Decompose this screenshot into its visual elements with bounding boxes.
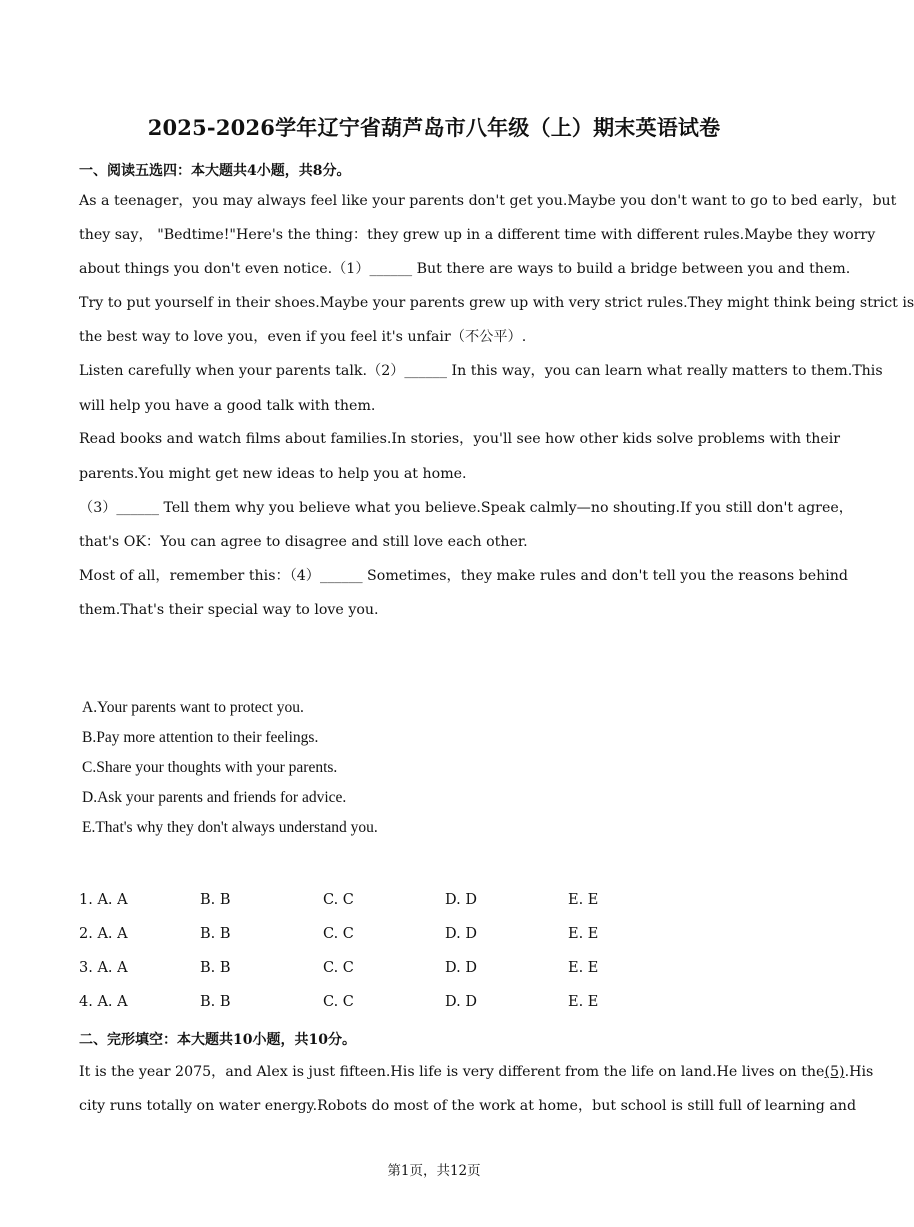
question-3-choice-e[interactable]: E. E bbox=[568, 960, 599, 976]
question-1-choice-b[interactable]: B. B bbox=[200, 892, 231, 908]
option-a: A.Your parents want to protect you. bbox=[82, 699, 304, 716]
passage-line: Listen carefully when your parents talk.（2）______ In this way，you can learn what really matters to them.This bbox=[79, 363, 883, 379]
passage-line: them.That's their special way to love you. bbox=[79, 602, 379, 618]
question-3-choice-a[interactable]: 3. A. A bbox=[79, 960, 128, 976]
page-title: 2025-2026学年辽宁省葫芦岛市八年级（上）期末英语试卷 bbox=[147, 115, 721, 140]
passage-line: city runs totally on water energy.Robots do most of the work at home，but school is still full of learning and bbox=[79, 1098, 857, 1114]
blank-5[interactable]: (5) bbox=[824, 1064, 845, 1080]
passage-line: will help you have a good talk with them. bbox=[79, 398, 376, 414]
passage-line: （3）______ Tell them why you believe what you believe.Speak calmly—no shouting.If you still don't agree， bbox=[79, 500, 853, 516]
question-4-choice-a[interactable]: 4. A. A bbox=[79, 994, 128, 1010]
question-4-choice-c[interactable]: C. C bbox=[323, 994, 354, 1010]
section-2-heading: 二、完形填空：本大题共10小题，共10分。 bbox=[79, 1032, 356, 1048]
passage-line: Most of all，remember this：（4）______ Sometimes，they make rules and don't tell you the reasons behind bbox=[79, 568, 848, 584]
question-3-choice-b[interactable]: B. B bbox=[200, 960, 231, 976]
passage-line: As a teenager，you may always feel like your parents don't get you.Maybe you don't want to go to bed early，but bbox=[79, 193, 897, 209]
page-footer: 第1页，共12页 bbox=[387, 1163, 481, 1179]
question-1-choice-e[interactable]: E. E bbox=[568, 892, 599, 908]
question-row-1 bbox=[79, 892, 779, 912]
question-2-choice-c[interactable]: C. C bbox=[323, 926, 354, 942]
question-1-choice-d[interactable]: D. D bbox=[445, 892, 477, 908]
passage-line: the best way to love you，even if you feel it's unfair（不公平）. bbox=[79, 329, 527, 345]
option-d: D.Ask your parents and friends for advice. bbox=[82, 789, 347, 806]
question-4-choice-e[interactable]: E. E bbox=[568, 994, 599, 1010]
question-4-choice-b[interactable]: B. B bbox=[200, 994, 231, 1010]
passage-line: they say， "Bedtime!"Here's the thing：they grew up in a different time with different rules.Maybe they worry bbox=[79, 227, 876, 243]
passage-line: about things you don't even notice.（1）______ But there are ways to build a bridge between you and them. bbox=[79, 261, 851, 277]
passage-line: parents.You might get new ideas to help you at home. bbox=[79, 466, 467, 482]
question-2-choice-a[interactable]: 2. A. A bbox=[79, 926, 128, 942]
passage-text: .His bbox=[844, 1064, 874, 1080]
question-1-choice-c[interactable]: C. C bbox=[323, 892, 354, 908]
passage-line: Read books and watch films about families.In stories，you'll see how other kids solve problems with their bbox=[79, 431, 841, 447]
question-row-4 bbox=[79, 994, 779, 1014]
question-4-choice-d[interactable]: D. D bbox=[445, 994, 477, 1010]
option-b: B.Pay more attention to their feelings. bbox=[82, 729, 319, 746]
option-c: C.Share your thoughts with your parents. bbox=[82, 759, 338, 776]
passage-line: that's OK：You can agree to disagree and still love each other. bbox=[79, 534, 528, 550]
question-2-choice-d[interactable]: D. D bbox=[445, 926, 477, 942]
question-2-choice-e[interactable]: E. E bbox=[568, 926, 599, 942]
option-e: E.That's why they don't always understand you. bbox=[82, 819, 378, 836]
question-1-choice-a[interactable]: 1. A. A bbox=[79, 892, 128, 908]
question-3-choice-c[interactable]: C. C bbox=[323, 960, 354, 976]
passage-text: It is the year 2075，and Alex is just fifteen.His life is very different from the life on land.He lives on the bbox=[79, 1064, 825, 1080]
question-2-choice-b[interactable]: B. B bbox=[200, 926, 231, 942]
section-1-heading: 一、阅读五选四：本大题共4小题，共8分。 bbox=[79, 163, 351, 179]
question-row-3 bbox=[79, 960, 779, 980]
passage-line bbox=[79, 1063, 873, 1081]
question-3-choice-d[interactable]: D. D bbox=[445, 960, 477, 976]
passage-line: Try to put yourself in their shoes.Maybe your parents grew up with very strict rules.They might think being strict is bbox=[79, 295, 914, 311]
question-row-2 bbox=[79, 926, 779, 946]
